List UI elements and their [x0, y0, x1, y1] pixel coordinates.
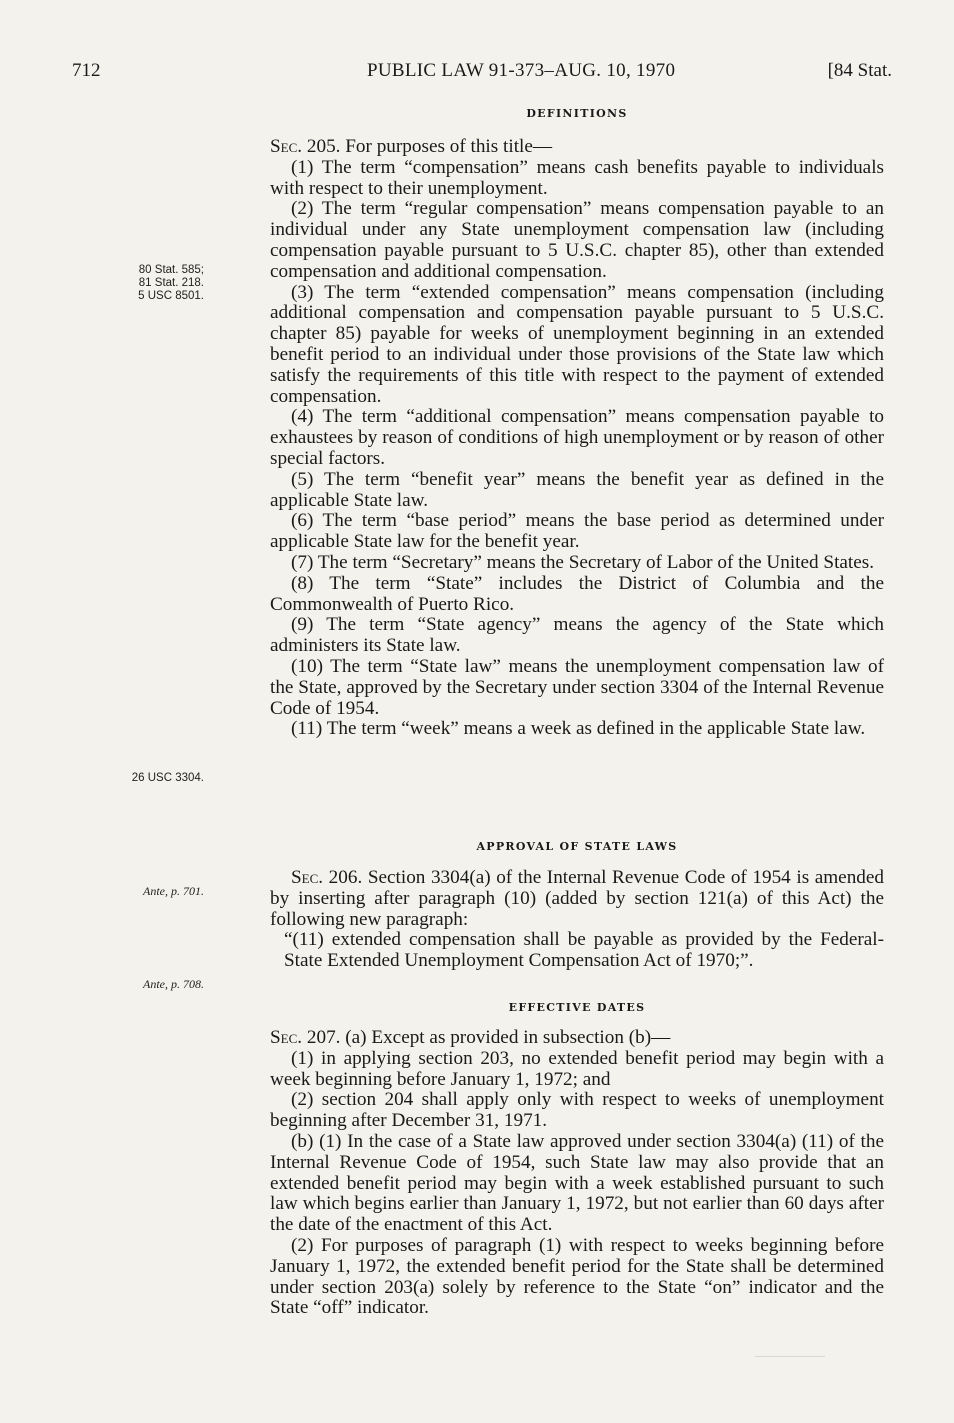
sec205-intro — [270, 137, 884, 158]
sec207-label: Sec. — [270, 1027, 303, 1048]
sec206-quote: “(11) extended compensation shall be payable as provided by the Federal-State Extended Unemployment Compensation Act of 1970;”. — [284, 929, 884, 972]
approval-heading: APPROVAL OF STATE LAWS — [476, 840, 678, 853]
sec205-para-1: (1) The term “compensation” means cash benefits payable to individuals with respect to their unemployment. — [270, 156, 884, 199]
margin-note-line: 81 Stat. 218. — [138, 277, 204, 289]
page-number: 712 — [72, 60, 101, 81]
sec207-b2: (2) For purposes of paragraph (1) with respect to weeks beginning before January 1, 1972, the extended benefit period for the State shall be determined under section 203(a) solely by reference to the State “on” indicator and the State “off” indicator. — [270, 1234, 884, 1319]
sec207-intro-text: 207. (a) Except as provided in subsection (b)— — [302, 1027, 671, 1048]
sec207-intro — [270, 1028, 884, 1049]
sec205-para-6: (6) The term “base period” means the base period as determined under applicable State law for the benefit year. — [270, 510, 884, 553]
page-header — [72, 60, 892, 88]
sec205-para-10: (10) The term “State law” means the unemployment compensation law of the State, approved by the Secretary under section 3304 of the Internal Revenue Code of 1954. — [270, 655, 884, 719]
sec205-para-3: (3) The term “extended compensation” means compensation (including additional compensation and compensation payable pursuant to 5 U.S.C. chapter 85) payable for weeks of unemployment beginning in an extended benefit period to an individual under those provisions of the State law which satisfy the requirements of this title with respect to the payment of extended compensation. — [270, 281, 884, 407]
sec206-text — [270, 868, 884, 930]
sec206-body: 206. Section 3304(a) of the Internal Revenue Code of 1954 is amended by inserting after paragraph (10) (added by section 121(a) of this Act) the following new paragraph: — [270, 867, 884, 930]
running-title: PUBLIC LAW 91-373–AUG. 10, 1970 — [367, 60, 676, 81]
section-206 — [270, 868, 884, 972]
statute-volume: [84 Stat. — [827, 60, 892, 81]
sec205-intro-text: 205. For purposes of this title— — [302, 136, 553, 157]
sec205-label: Sec. — [270, 136, 303, 157]
sec205-para-8: (8) The term “State” includes the District of Columbia and the Commonwealth of Puerto Rico. — [270, 572, 884, 615]
sec205-para-5: (5) The term “benefit year” means the benefit year as defined in the applicable State law. — [270, 468, 884, 511]
sec207-a1: (1) in applying section 203, no extended benefit period may begin with a week beginning before January 1, 1972; and — [270, 1047, 884, 1090]
margin-note-line: 80 Stat. 585; — [138, 264, 204, 276]
margin-note-ante-708: Ante, p. 708. — [143, 977, 204, 991]
margin-note-ante-701: Ante, p. 701. — [143, 884, 204, 898]
sec205-para-7: (7) The term “Secretary” means the Secretary of Labor of the United States. — [291, 551, 875, 573]
margin-note-citations — [64, 264, 204, 303]
sec205-para-2: (2) The term “regular compensation” means compensation payable to an individual under any State unemployment compensation law (including compensation payable pursuant to 5 U.S.C. chapter 85), other than extended compensation and additional compensation. — [270, 198, 884, 282]
margin-note-line: 5 USC 8501. — [138, 290, 204, 302]
margin-note-26usc: 26 USC 3304. — [131, 772, 204, 784]
section-205 — [270, 137, 884, 740]
effective-dates-heading: EFFECTIVE DATES — [508, 1001, 646, 1014]
sec206-label: Sec. — [291, 867, 324, 888]
sec205-para-4: (4) The term “additional compensation” means compensation payable to exhaustees by reason of conditions of high unemployment or by reason of other special factors. — [270, 406, 884, 469]
sec205-para-9: (9) The term “State agency” means the agency of the State which administers its State law. — [270, 614, 884, 657]
bleed-through-mark — [755, 1356, 825, 1363]
section-207 — [270, 1028, 884, 1319]
sec207-a2: (2) section 204 shall apply only with respect to weeks of unemployment beginning after December 31, 1971. — [270, 1089, 884, 1132]
definitions-heading: DEFINITIONS — [526, 107, 628, 120]
sec205-para-11: (11) The term “week” means a week as defined in the applicable State law. — [291, 718, 866, 740]
sec207-b1: (b) (1) In the case of a State law approved under section 3304(a) (11) of the Internal Revenue Code of 1954, such State law may also provide that an extended benefit period may begin with a week established pursuant to such law which begins earlier than January 1, 1972, but not earlier than 60 days after the date of the enactment of this Act. — [270, 1130, 884, 1236]
